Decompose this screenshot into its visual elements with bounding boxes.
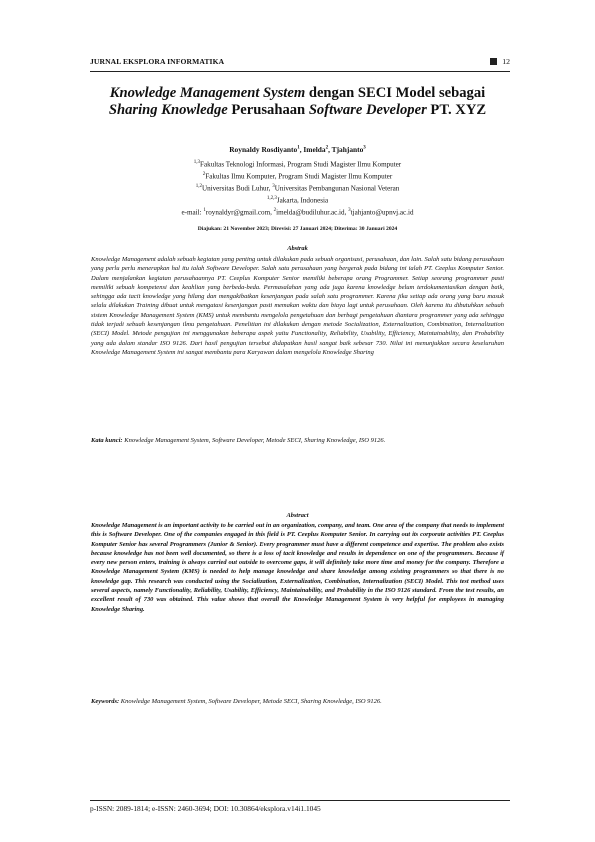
issn-footer: p-ISSN: 2089-1814; e-ISSN: 2460-3694; DOI: 10.30864/eksplora.v14i1.1045 — [90, 800, 510, 813]
title-part: PT. XYZ — [426, 102, 487, 118]
affil-text: Universitas Pembangunan Nasional Veteran — [274, 184, 400, 193]
title-part: Perusahaan — [227, 102, 309, 118]
kata-kunci-label: Kata kunci: — [91, 437, 125, 444]
affil-text: Fakultas Teknologi Informasi, Program Studi Magister Ilmu Komputer — [200, 160, 402, 169]
email-address: roynaldyr@gmail.com, — [205, 208, 274, 217]
page-number-text: 12 — [502, 57, 510, 66]
affil-sup: 1,2 — [195, 183, 202, 189]
keywords-label: Keywords: — [91, 698, 121, 705]
affil-text: Jakarta, Indonesia — [276, 196, 329, 205]
author-sup: 3 — [363, 145, 366, 151]
affiliation-line — [60, 170, 535, 182]
abstrak-heading: Abstrak — [287, 245, 308, 252]
affiliation-line — [60, 182, 535, 194]
email-sup: 2 — [273, 207, 277, 213]
page-number — [490, 57, 510, 66]
author-name: Imelda — [303, 145, 326, 154]
affil-sup: 3 — [272, 183, 275, 189]
abstrak-text: Knowledge Management adalah sebuah kegiatan yang penting untuk dilakukan pada sebuah organisasi, perusahaan, dan lain. Salah satu bidang perusahaan yang perlu perlu menerapkan hal itu ialah Software Developer. Salah satu perusahaan yang bergerak pada bidang ini ialah PT. Ceeplus Komputer Senior. Dalam menjalankan kegiatan perusahaannya PT. Ceeplus Komputer Senior memiliki beberapa orang Programmer. Setiap seorang programmer pasti memiliki sebuah kompetensi dan keahlian yang berbeda-beda. Permasalahan yang ada juga karena knowledge belum terdokumentasikan dengan baik, sehingga ada tacit knowledge yang hilang dan mengakibatkan kesenjangan pada salah satu programmer. Karena jika setiap ada orang yang baru masuk selalu dilakukan Training dibuat untuk mengatasi kesenjangan pasti memakan waktu dan biaya lagi untuk perusahaan. Oleh karena itu dibutuhkan sebuah sistem Knowledge Management System (KMS) untuk membantu mengelola pengetahuan dan berbagi pengetahuan diantara programmer yang ada sehingga tidak terjadi sebuah kesenjangan ilmu pengetahuan. Penelitian ini dilakukan dengan metode Socialization, Externalization, Combination, Internalization (SECI) Model. Metode pengujian ini menggunakan beberapa aspek yaitu Functionality, Reliability, Usability, Efficiency, Maintainability, dan Probability yang ada dalam standar ISO 9126. Dari hasil pengujian tersebut didapatkan hasil sangat baik sebesar 730. Nilai ini menunjukkan secara keseluruhan Knowledge Management System ini sangat membantu para Karyawan dalam mengelola Knowledge Sharing — [91, 256, 504, 356]
author-sup: 1 — [297, 145, 300, 151]
author-list — [60, 145, 535, 154]
email-sup: 1 — [203, 207, 206, 213]
submission-dates: Diajukan: 21 November 2023; Direvisi: 27 Januari 2024; Diterima: 30 Januari 2024 — [197, 226, 398, 232]
email-sup: 3 — [348, 207, 351, 213]
email-address: imelda@budiluhur.ac.id, — [276, 208, 349, 217]
affil-sup: 2 — [202, 171, 206, 177]
email-line — [60, 206, 535, 218]
affil-text: Universitas Budi Luhur, — [201, 184, 273, 193]
affiliations — [60, 158, 535, 218]
title-part: Software Developer — [308, 102, 427, 118]
abstract-heading: Abstract — [286, 512, 309, 519]
author-name: Roynaldy Rosdiyanto — [229, 145, 298, 154]
paper-title — [60, 85, 535, 119]
keywords — [91, 697, 504, 706]
affiliation-line — [60, 194, 535, 206]
journal-name: JURNAL EKSPLORA INFORMATIKA — [90, 57, 225, 66]
affiliation-line — [60, 158, 535, 170]
affil-sup: 1,2,3 — [266, 195, 277, 201]
kata-kunci — [91, 436, 504, 445]
affil-text: Fakultas Ilmu Komputer, Program Studi Magister Ilmu Komputer — [205, 172, 393, 181]
title-part: Knowledge Management System — [109, 85, 306, 101]
affil-sup: 1,3 — [193, 160, 201, 165]
author-sep: , — [328, 145, 332, 154]
email-label: e-mail: — [181, 208, 204, 217]
keywords-text: Knowledge Management System, Software Developer, Metode SECI, Sharing Knowledge, ISO 9126. — [120, 698, 382, 705]
kata-kunci-text: Knowledge Management System, Software Developer, Metode SECI, Sharing Knowledge, ISO 9126. — [124, 437, 386, 444]
author-sup: 2 — [325, 145, 329, 151]
email-address: tjahjanto@upnvj.ac.id — [350, 208, 414, 217]
abstract-text: Knowledge Management is an important activity to be carried out in an organization, company, and team. One area of the company that needs to implement this is Software Developer. One of the companies engaged in this field is PT. Ceeplus Komputer Senior. In carrying out its corporate activities PT. Ceeplus Komputer Senior has several Programmers (Junior & Senior). Every programmer must have a different competence and expertise. The problem also exists because knowledge has not been well documented, so there is a loss of tacit knowledge and results in dependence on one of the programmers. Because if every new person enters, training is always carried out outside to overcome gaps, it will definitely take more time and money for the company. Therefore a Knowledge Management System (KMS) is needed to help manage knowledge and share knowledge among existing programmers so that there is no knowledge gap. This research was conducted using the Socialization, Externalization, Combination, Internalization (SECI) Model. This test method uses several aspects, namely Functionality, Reliability, Usability, Efficiency, Maintainability, and Probability in the ISO 9126 standard. From the test results, an excellent result of 730 was obtained. This value shows that overall the Knowledge Management System is very helpful for employees in managing Knowledge Sharing. — [91, 522, 504, 613]
running-header — [90, 57, 510, 72]
title-part: dengan SECI Model sebagai — [305, 85, 486, 101]
square-bullet-icon — [490, 58, 497, 65]
author-sep: , — [299, 145, 304, 154]
title-part: Sharing Knowledge — [108, 102, 228, 118]
author-name: Tjahjanto — [331, 145, 364, 154]
